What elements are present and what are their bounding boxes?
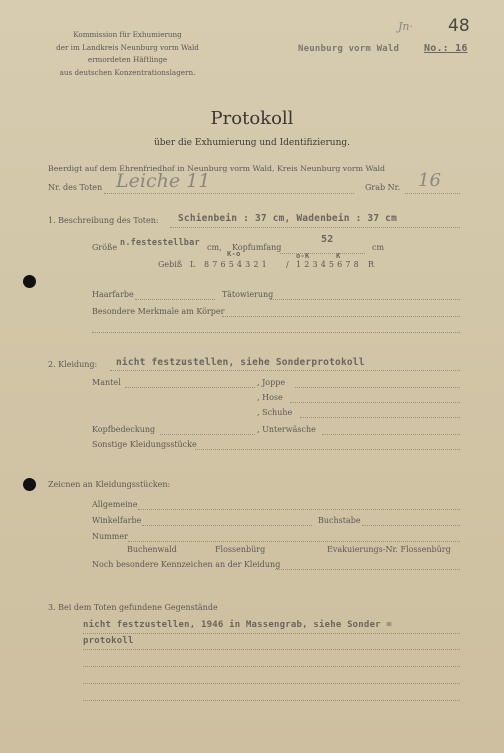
reference-place: Neunburg vorm Wald: [298, 44, 400, 54]
section3-typed-line2: protokoll: [83, 636, 134, 646]
number-line: [128, 541, 460, 542]
shoes-label: , Schuhe: [257, 408, 293, 417]
burial-line: Beerdigt auf dem Ehrenfriedhof in Neunburg vorm Wald, Kreis Neunburg vorm Wald: [48, 164, 385, 173]
marks-label: Besondere Merkmale am Körper: [92, 307, 225, 316]
dead-number-line: [104, 193, 354, 194]
teeth-left: 8 7 6 5 4 3 2 1: [204, 260, 268, 269]
tattoo-line: [270, 299, 460, 300]
coat-line: [125, 387, 255, 388]
teeth-R: R: [368, 260, 375, 269]
jacket-label: , Joppe: [257, 378, 286, 387]
page-number: 48: [448, 16, 470, 36]
section3-line4: [83, 683, 460, 684]
size-label: Größe: [92, 243, 118, 252]
size-value: n.festestellbar: [120, 238, 200, 248]
section3-line1: [83, 633, 460, 634]
stamp-mark: Jn·: [398, 20, 413, 33]
blank-line: [92, 332, 460, 333]
teeth-mark: K: [336, 251, 341, 260]
hair-label: Haarfarbe: [92, 290, 134, 299]
triangle-color-line: [142, 525, 312, 526]
section1-label: 1. Beschreibung des Toten:: [48, 216, 159, 225]
head-line: [280, 253, 365, 254]
teeth-separator: /: [286, 260, 289, 269]
page-title: Protokoll: [210, 108, 294, 129]
general-line: [138, 509, 460, 510]
size-unit: cm,: [207, 243, 222, 252]
underwear-label: , Unterwäsche: [257, 425, 316, 434]
section2-typed: nicht festzustellen, siehe Sonderprotokoll: [116, 357, 365, 368]
teeth-label: Gebiß: [158, 260, 183, 269]
triangle-color-label: Winkelfarbe: [92, 516, 142, 525]
other-clothing-label: Sonstige Kleidungsstücke: [92, 440, 197, 449]
section1-typed: Schienbein : 37 cm, Wadenbein : 37 cm: [178, 213, 398, 224]
teeth-L: L: [190, 260, 196, 269]
section3-typed-line1: nicht festzustellen, 1946 in Massengrab, siehe Sonder =: [83, 620, 393, 630]
jacket-line: [295, 387, 460, 388]
coat-label: Mantel: [92, 378, 121, 387]
org-line: der im Landkreis Neunburg vorm Wald: [56, 42, 199, 52]
teeth-mark: K-o: [227, 249, 241, 258]
section3-line2: [83, 649, 460, 650]
trousers-label: , Hose: [257, 393, 283, 402]
other-clothing-line: [195, 449, 460, 450]
dead-number-value: Leiche 11: [116, 170, 211, 192]
underwear-line: [322, 434, 460, 435]
letter-line: [362, 525, 460, 526]
headwear-line: [160, 434, 255, 435]
section1-line: [170, 227, 460, 228]
letter-label: Buchstabe: [318, 516, 361, 525]
tattoo-label: Tätowierung: [222, 290, 274, 299]
head-value: 52: [321, 234, 334, 245]
head-unit: cm: [372, 243, 385, 252]
headwear-label: Kopfbedeckung: [92, 425, 156, 434]
reference-number: No.: 16: [424, 43, 468, 54]
grave-value: 16: [418, 170, 441, 191]
other-marks-label: Noch besondere Kennzeichen an der Kleidung: [92, 560, 281, 569]
punch-hole-bottom: [23, 478, 36, 491]
evacuation-number-label: Evakuierungs-Nr. Flossenbürg: [327, 545, 451, 554]
grave-line: [405, 193, 460, 194]
org-line: aus deutschen Konzentrationslagern.: [59, 67, 196, 77]
grave-label: Grab Nr.: [365, 183, 401, 192]
section2-label: 2. Kleidung:: [48, 360, 98, 369]
buchenwald-label: Buchenwald: [127, 545, 177, 554]
other-marks-line: [275, 569, 460, 570]
marks-line: [222, 316, 460, 317]
teeth-mark: o-K: [296, 251, 310, 260]
section3-label: 3. Bei dem Toten gefundene Gegenstände: [48, 603, 218, 612]
page-subtitle: über die Exhumierung und Identifizierung.: [154, 138, 350, 148]
flossenbuerg-label: Flossenbürg: [215, 545, 266, 554]
head-label: Kopfumfang: [232, 243, 282, 252]
general-label: Allgemeine: [92, 500, 138, 509]
section3-line5: [83, 700, 460, 701]
hair-line: [135, 299, 215, 300]
org-line: Kommission für Exhumierung: [73, 30, 182, 39]
header-organization: [40, 29, 215, 79]
org-line: ermordeten Häftlinge: [87, 55, 168, 64]
section3-line3: [83, 666, 460, 667]
trousers-line: [290, 402, 460, 403]
shoes-line: [300, 417, 460, 418]
punch-hole-top: [23, 275, 36, 288]
number-label: Nummer: [92, 532, 128, 541]
section2-line: [110, 370, 460, 371]
dead-number-label: Nr. des Toten: [48, 183, 103, 192]
marks-section-label: Zeicnen an Kleidungsstücken:: [48, 480, 171, 489]
teeth-right: 1 2 3 4 5 6 7 8: [296, 260, 360, 269]
